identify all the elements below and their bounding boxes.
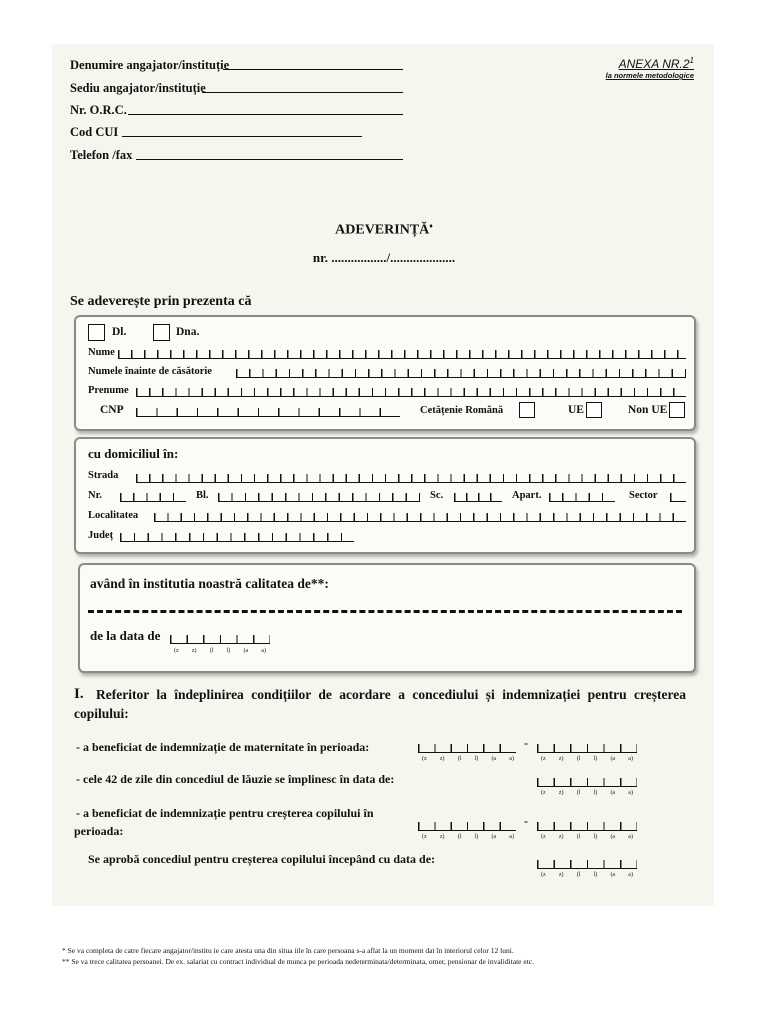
anexa-sup: 1	[689, 56, 694, 65]
section-numeral: I.	[74, 686, 84, 702]
cui-label: Cod CUI	[70, 125, 119, 139]
role-date-label: de la data de	[90, 628, 161, 643]
bl-label: Bl.	[196, 490, 209, 501]
localitatea-label: Localitatea	[88, 510, 139, 521]
nume-boxes[interactable]	[118, 350, 686, 359]
page-title	[0, 222, 768, 239]
judet-boxes[interactable]	[120, 533, 354, 542]
intro-text: Se adeverește prin prezenta că	[70, 294, 252, 309]
address-title: cu domiciliul în:	[88, 446, 179, 461]
cetatenie-checkbox[interactable]	[519, 402, 535, 418]
q2-date-boxes[interactable]	[537, 778, 637, 787]
bl-boxes[interactable]	[218, 493, 420, 502]
non-ue-checkbox[interactable]	[669, 402, 685, 418]
nume-casatorie-boxes[interactable]	[236, 369, 686, 378]
q4-text: Se aprobă concediul pentru creșterea copilului începând cu data de:	[88, 852, 436, 866]
q1-from-boxes[interactable]	[418, 744, 516, 753]
ue-checkbox[interactable]	[586, 402, 602, 418]
employer-address-line[interactable]	[202, 92, 403, 93]
judet-label: Județ	[88, 530, 114, 541]
role-title: având în institutia noastră calitatea de**:	[90, 576, 329, 591]
anexa-title: ANEXA NR.2	[618, 57, 690, 71]
dl-label: Dl.	[112, 326, 127, 338]
role-fill-line[interactable]	[88, 610, 682, 613]
q1-to-boxes[interactable]	[537, 744, 637, 753]
cui-line[interactable]	[122, 136, 362, 137]
q3-text-line1: - a beneficiat de indemnizație pentru creșterea copilului în	[76, 806, 374, 820]
employer-name-label: Denumire angajator/instituție	[70, 58, 230, 72]
q3-to-boxes[interactable]	[537, 822, 637, 831]
sc-boxes[interactable]	[454, 493, 502, 502]
document-number[interactable]: nr. ................./....................	[312, 250, 456, 265]
role-date-sublabels	[174, 648, 266, 654]
q3-to-sublabels: (z z) (l l) (a a)	[541, 834, 633, 840]
ue-label: UE	[568, 404, 584, 416]
q4-date-sublabels: (z z) (l l) (a a)	[541, 872, 633, 878]
date-sub-l1: (l	[209, 648, 214, 654]
q1-to-sublabels: (z z) (l l) (a a)	[541, 756, 633, 762]
phone-line[interactable]	[136, 159, 403, 160]
anexa-subtitle: la normele metodologice	[605, 71, 694, 80]
dna-checkbox[interactable]	[153, 324, 170, 341]
non-ue-label: Non UE	[628, 404, 668, 416]
role-date-boxes[interactable]	[170, 635, 270, 644]
section-title-line1: Referitor la îndeplinirea condițiilor de acordare a concediului și indemnizației pentru creșterea	[96, 687, 686, 702]
q3-dash: -	[524, 814, 528, 828]
title-text: ADEVERINȚĂ	[335, 222, 430, 238]
nume-label: Nume	[88, 347, 115, 358]
orc-line[interactable]	[128, 114, 403, 115]
orc-label: Nr. O.R.C.	[70, 103, 127, 117]
sc-label: Sc.	[430, 490, 444, 501]
section-title-line2: copilului:	[74, 706, 129, 721]
q3-text-line2: perioada:	[74, 824, 124, 838]
q2-text: - cele 42 de zile din concediul de lăuzie se împlinesc în data de:	[76, 772, 395, 786]
nr-boxes[interactable]	[120, 493, 186, 502]
date-sub-a1: (a	[243, 648, 249, 654]
date-sub-z1: (z	[174, 648, 179, 654]
cnp-label: CNP	[100, 404, 124, 416]
employer-name-line[interactable]	[223, 69, 403, 70]
date-sub-a2: a)	[261, 648, 266, 654]
nume-casatorie-label: Numele înainte de căsătorie	[88, 366, 212, 377]
nr-label: Nr.	[88, 490, 102, 501]
q4-date-boxes[interactable]	[537, 860, 637, 869]
sector-boxes[interactable]	[670, 493, 686, 502]
dl-checkbox[interactable]	[88, 324, 105, 341]
anexa-block	[598, 56, 694, 80]
footnote-1: * Se va completa de catre fiecare angajator/institu ie care atesta una din situa iile în care persoana s-a aflat la un moment dat în interiorul celor 12 luni.	[62, 946, 514, 955]
prenume-boxes[interactable]	[136, 388, 686, 397]
strada-boxes[interactable]	[136, 474, 686, 483]
prenume-label: Prenume	[88, 385, 129, 396]
q2-date-sublabels: (z z) (l l) (a a)	[541, 790, 633, 796]
q3-from-boxes[interactable]	[418, 822, 516, 831]
q1-text: - a beneficiat de indemnizație de maternitate în perioada:	[76, 740, 370, 754]
apart-label: Apart.	[512, 490, 542, 501]
strada-label: Strada	[88, 470, 119, 481]
employer-address-label: Sediu angajator/instituție	[70, 81, 206, 95]
title-mark: ♦	[429, 222, 433, 230]
footnote-2: ** Se va trece calitatea persoanei. De ex. salariat cu contract individual de munca pe perioada nedeterminata/determinata, omer, pensionar de invaliditate etc.	[62, 957, 534, 966]
date-sub-z2: z)	[191, 648, 197, 654]
date-sub-l2: l)	[226, 648, 231, 654]
q1-from-sublabels: (z z) (l l) (a a)	[422, 756, 514, 762]
dna-label: Dna.	[176, 326, 200, 338]
cnp-boxes[interactable]	[136, 408, 400, 417]
q1-dash: -	[524, 736, 528, 750]
sector-label: Sector	[629, 490, 658, 501]
q3-from-sublabels: (z z) (l l) (a a)	[422, 834, 514, 840]
localitatea-boxes[interactable]	[154, 513, 686, 522]
phone-label: Telefon /fax	[70, 148, 133, 162]
apart-boxes[interactable]	[549, 493, 615, 502]
cetatenie-label: Cetățenie Română	[420, 405, 504, 416]
